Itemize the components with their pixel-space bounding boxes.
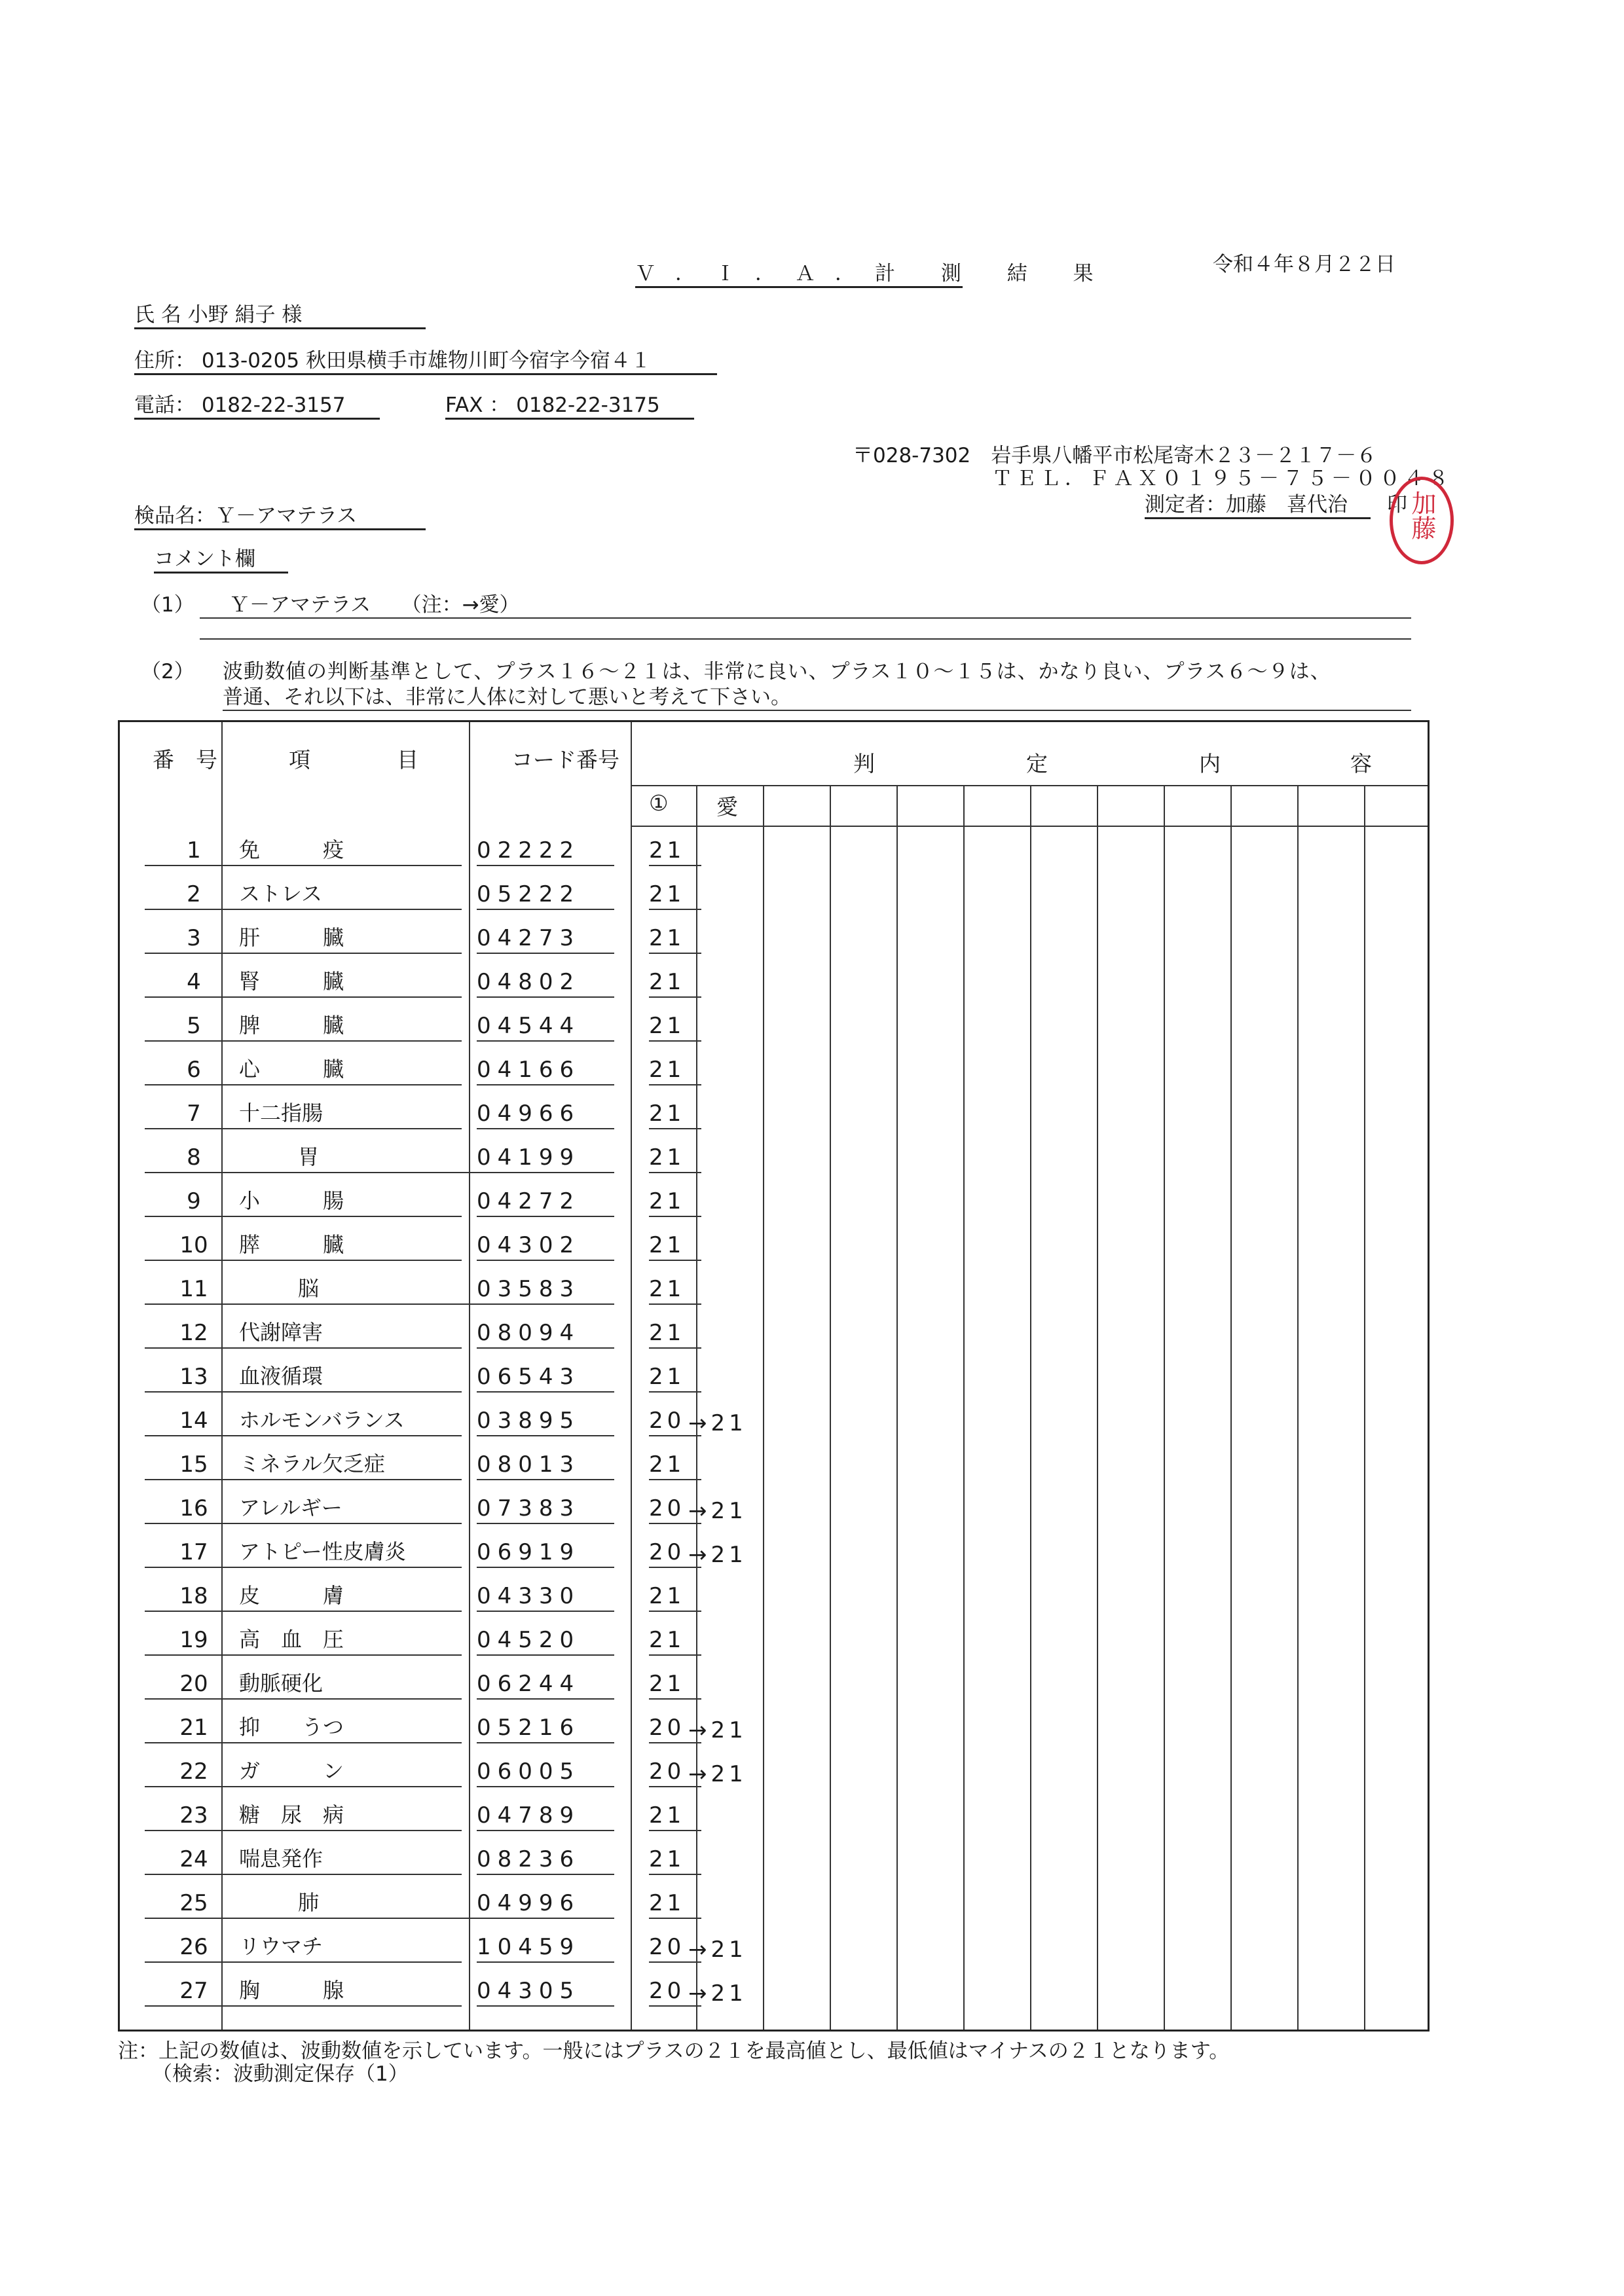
row-item: ストレス <box>239 877 462 910</box>
table-row <box>120 1662 1428 1705</box>
row-number: 17 <box>145 1539 243 1568</box>
row-item: アトピー性皮膚炎 <box>239 1535 462 1568</box>
table-row <box>120 872 1428 915</box>
row-code: 04302 <box>477 1232 614 1261</box>
row-number: 15 <box>145 1451 243 1480</box>
row-number: 13 <box>145 1364 243 1393</box>
comment-2-line-1: 波動数値の判断基準として、プラス１６～２１は、非常に良い、プラス１０～１５は、かなり良い、プラス６～９は、 <box>223 660 1331 683</box>
table-row <box>120 1355 1428 1398</box>
row-item: 胸 腺 <box>239 1974 462 2007</box>
table-row <box>120 1486 1428 1529</box>
row-number: 1 <box>145 837 243 866</box>
table-row <box>120 1925 1428 1968</box>
document-date: 令和４年８月２２日 <box>1213 253 1395 276</box>
row-code: 03583 <box>477 1276 614 1305</box>
row-code: 06005 <box>477 1758 614 1787</box>
row-number: 3 <box>145 925 243 954</box>
comment-2-number: （2） <box>141 660 194 683</box>
row-value-1: 21 <box>649 1583 701 1612</box>
row-value-1: 21 <box>649 881 701 910</box>
row-value-1: 20 <box>649 1758 701 1787</box>
row-number: 20 <box>145 1671 243 1700</box>
header-item: 項 目 <box>289 747 418 773</box>
table-row <box>120 1223 1428 1266</box>
row-number: 14 <box>145 1408 243 1436</box>
row-code: 03895 <box>477 1408 614 1436</box>
row-code: 05216 <box>477 1715 614 1743</box>
row-number: 27 <box>145 1978 243 2007</box>
comment-heading: コメント欄 <box>154 542 288 574</box>
row-item: 高 血 圧 <box>239 1623 462 1656</box>
row-item: ホルモンバランス <box>239 1404 462 1436</box>
table-row <box>120 1311 1428 1354</box>
row-item: 腎 臓 <box>239 965 462 998</box>
row-value-1: 20 <box>649 1495 701 1524</box>
row-value-1: 21 <box>649 1364 701 1393</box>
row-code: 08013 <box>477 1451 614 1480</box>
row-number: 11 <box>145 1276 243 1305</box>
row-value-1: 21 <box>649 1276 701 1305</box>
row-code: 04330 <box>477 1583 614 1612</box>
table-row <box>120 1705 1428 1749</box>
row-value-2: →21 <box>688 1410 747 1436</box>
customer-address: 住所： 013-0205 秋田県横手市雄物川町今宿字今宿４１ <box>134 344 717 375</box>
customer-name: 氏 名 小野 絹子 様 <box>134 298 426 329</box>
table-row <box>120 1398 1428 1442</box>
search-note: （検索：波動測定保存（1） <box>152 2062 409 2086</box>
row-code: 08094 <box>477 1320 614 1349</box>
header-number: 番 号 <box>153 747 217 773</box>
row-number: 16 <box>145 1495 243 1524</box>
row-value-2: →21 <box>688 1717 747 1743</box>
table-row <box>120 1969 1428 2012</box>
table-row <box>120 1530 1428 1573</box>
row-item: 動脈硬化 <box>239 1667 462 1700</box>
row-code: 04802 <box>477 969 614 998</box>
row-item: リウマチ <box>239 1930 462 1963</box>
table-row <box>120 1267 1428 1310</box>
comment-1-body: Ｙ－アマテラス （注：→愛） <box>229 593 520 617</box>
row-code: 10459 <box>477 1934 614 1963</box>
table-row <box>120 828 1428 871</box>
product-name: 検品名：Ｙ－アマテラス <box>134 499 426 530</box>
row-code: 04273 <box>477 925 614 954</box>
row-value-2: →21 <box>688 1761 747 1787</box>
row-value-1: 20 <box>649 1408 701 1436</box>
row-number: 4 <box>145 969 243 998</box>
row-code: 04996 <box>477 1890 614 1919</box>
row-number: 25 <box>145 1890 243 1919</box>
table-row <box>120 1091 1428 1135</box>
row-item: 免 疫 <box>239 833 462 866</box>
row-number: 2 <box>145 881 243 910</box>
row-item: 抑 うつ <box>239 1711 462 1743</box>
row-value-1: 21 <box>649 1101 701 1129</box>
comment-2-line-2: 普通、それ以下は、非常に人体に対して悪いと考えて下さい。 <box>223 685 791 709</box>
table-row <box>120 1837 1428 1880</box>
row-value-1: 21 <box>649 1057 701 1085</box>
row-code: 04199 <box>477 1144 614 1173</box>
header-sub-2: 愛 <box>716 794 738 820</box>
row-number: 5 <box>145 1013 243 1042</box>
row-item: 肺 <box>239 1886 521 1919</box>
table-row <box>120 1048 1428 1091</box>
table-row <box>120 1749 1428 1793</box>
sender-tel-fax: ＴＥＬ．ＦＡＸ０１９５－７５－００４８ <box>992 467 1452 490</box>
table-row <box>120 1574 1428 1617</box>
table-row <box>120 1618 1428 1661</box>
row-code: 04166 <box>477 1057 614 1085</box>
row-item: 膵 臓 <box>239 1228 462 1261</box>
table-row <box>120 960 1428 1003</box>
row-number: 21 <box>145 1715 243 1743</box>
row-value-1: 21 <box>649 1802 701 1831</box>
header-sub-1: ① <box>649 790 669 816</box>
customer-phone: 電話： 0182-22-3157 <box>134 388 380 420</box>
row-value-1: 21 <box>649 1451 701 1480</box>
header-judgement: 判 定 内 容 <box>853 751 1372 776</box>
row-number: 6 <box>145 1057 243 1085</box>
row-item: 脳 <box>239 1272 521 1305</box>
row-value-1: 21 <box>649 837 701 866</box>
row-value-1: 21 <box>649 1671 701 1700</box>
row-code: 08236 <box>477 1846 614 1875</box>
row-number: 26 <box>145 1934 243 1963</box>
comment-1-text <box>200 588 1411 619</box>
row-item: ミネラル欠乏症 <box>239 1448 462 1480</box>
header-divider <box>631 785 1428 786</box>
row-code: 04966 <box>477 1101 614 1129</box>
row-number: 19 <box>145 1627 243 1656</box>
row-item: 小 腸 <box>239 1184 462 1217</box>
row-code: 06919 <box>477 1539 614 1568</box>
row-value-2: →21 <box>688 1542 747 1568</box>
table-row <box>120 1881 1428 1924</box>
row-number: 24 <box>145 1846 243 1875</box>
row-code: 02222 <box>477 837 614 866</box>
row-item: 胃 <box>239 1140 521 1173</box>
table-row <box>120 1179 1428 1222</box>
row-code: 04305 <box>477 1978 614 2007</box>
row-code: 06244 <box>477 1671 614 1700</box>
row-value-1: 20 <box>649 1715 701 1743</box>
row-item: 糖 尿 病 <box>239 1798 462 1831</box>
footnote: 注：上記の数値は、波動数値を示しています。一般にはプラスの２１を最高値とし、最低値はマイナスの２１となります。 <box>118 2039 1230 2063</box>
row-value-1: 21 <box>649 1320 701 1349</box>
row-code: 07383 <box>477 1495 614 1524</box>
header-divider <box>631 826 1428 827</box>
row-value-1: 21 <box>649 1013 701 1042</box>
row-value-1: 21 <box>649 1627 701 1656</box>
comment-2-text <box>223 655 1411 711</box>
row-value-1: 21 <box>649 1188 701 1217</box>
row-item: アレルギー <box>239 1491 462 1524</box>
row-value-1: 21 <box>649 1232 701 1261</box>
row-number: 8 <box>145 1144 243 1173</box>
row-number: 7 <box>145 1101 243 1129</box>
customer-fax: FAX ： 0182-22-3175 <box>445 388 694 420</box>
row-value-1: 21 <box>649 969 701 998</box>
row-code: 04520 <box>477 1627 614 1656</box>
row-item: 喘息発作 <box>239 1842 462 1875</box>
page-title-text: Ｖ．Ｉ．Ａ．計 測 結 果 <box>635 262 1113 285</box>
row-code: 04789 <box>477 1802 614 1831</box>
row-item: 心 臓 <box>239 1053 462 1085</box>
row-item: 血液循環 <box>239 1360 462 1393</box>
table-row <box>120 1004 1428 1047</box>
row-value-2: →21 <box>688 1937 747 1963</box>
row-number: 22 <box>145 1758 243 1787</box>
seal-stamp <box>1390 477 1454 564</box>
row-number: 9 <box>145 1188 243 1217</box>
page-title <box>635 257 1113 288</box>
row-item: 肝 臓 <box>239 921 462 954</box>
row-value-1: 20 <box>649 1539 701 1568</box>
row-code: 06543 <box>477 1364 614 1393</box>
row-code: 04544 <box>477 1013 614 1042</box>
row-value-2: →21 <box>688 1498 747 1524</box>
seal-mark: 印 <box>1387 493 1407 517</box>
table-row <box>120 1442 1428 1485</box>
row-value-1: 21 <box>649 1846 701 1875</box>
row-value-1: 20 <box>649 1934 701 1963</box>
row-number: 18 <box>145 1583 243 1612</box>
row-item: 十二指腸 <box>239 1097 462 1129</box>
table-row <box>120 916 1428 959</box>
row-item: 脾 臓 <box>239 1009 462 1042</box>
seal-stamp-text: 加藤 <box>1407 490 1436 540</box>
row-code: 05222 <box>477 881 614 910</box>
row-value-1: 21 <box>649 925 701 954</box>
row-item: ガ ン <box>239 1755 462 1787</box>
table-row <box>120 1793 1428 1836</box>
row-item: 皮 膚 <box>239 1579 462 1612</box>
measurer: 測定者：加藤 喜代治 <box>1145 488 1371 519</box>
comment-blank-line <box>200 638 1411 640</box>
results-table <box>118 720 1430 2032</box>
row-number: 12 <box>145 1320 243 1349</box>
row-value-1: 21 <box>649 1144 701 1173</box>
row-code: 04272 <box>477 1188 614 1217</box>
row-number: 10 <box>145 1232 243 1261</box>
comment-1-number: （1） <box>141 593 194 617</box>
table-row <box>120 1135 1428 1178</box>
sender-address: 〒028-7302 岩手県八幡平市松尾寄木２３－２１７－６ <box>853 444 1377 467</box>
row-value-1: 21 <box>649 1890 701 1919</box>
row-item: 代謝障害 <box>239 1316 462 1349</box>
row-value-2: →21 <box>688 1980 747 2007</box>
row-value-1: 20 <box>649 1978 701 2007</box>
row-number: 23 <box>145 1802 243 1831</box>
header-code: コード番号 <box>511 747 619 773</box>
